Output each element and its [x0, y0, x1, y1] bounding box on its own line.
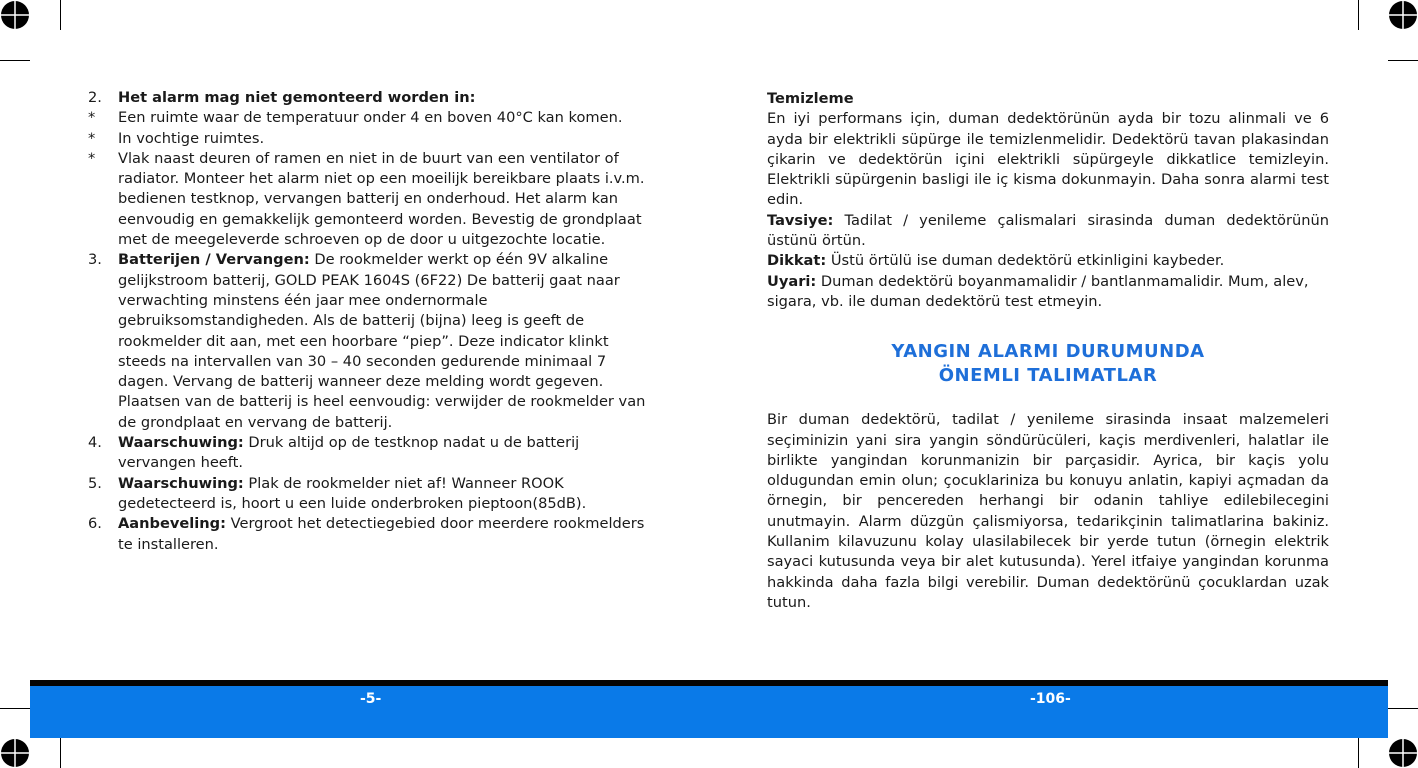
section-title: Batterijen / Vervangen:: [118, 251, 310, 269]
heading-line-1: YANGIN ALARMI DURUMUNDA: [891, 341, 1205, 363]
section-text: Druk altijd op de testknop nadat u de batterij vervangen heeft.: [118, 434, 580, 472]
crop-mark: [60, 738, 61, 768]
cleaning-text: En iyi performans için, duman dedektörünün ayda bir tozu alinmali ve 6 ayda bir elektrikli süpürge ile temizlenmelidir. Dedektörü tavan plakasindan çikarin ve dedektörün içini elektrikli süpürgeyle dikkatlice temizleyin. Elektrikli süpürgenin basligi ile iç kisma dokunmayin. Daha sonra alarmi test edin.: [767, 110, 1329, 209]
bullet-marker: *: [88, 149, 96, 167]
section-title: Waarschuwing:: [118, 474, 244, 492]
bullet-item: [88, 108, 648, 128]
section-title: Waarschuwing:: [118, 434, 244, 452]
bullet-item: [88, 149, 648, 250]
section-text: De rookmelder werkt op één 9V alkaline gelijkstroom batterij, GOLD PEAK 1604S (6F22) De batterij gaat naar verwachting minstens één jaar mee ondernormale gebruiksomstandigheden. Als de batterij (bijna) leeg is geeft de rookmelder dit aan, met een hoorbare “piep”. Deze indicator klinkt steeds na intervallen van 30 – 40 seconden gedurende minimaal 7 dagen. Vervang de batterij wanneer deze melding wordt gegeven. Plaatsen van de batterij is heel eenvoudig: verwijder de rookmelder van de grondplaat en vervang de batterij.: [118, 251, 646, 431]
crop-mark: [1388, 708, 1418, 709]
warning-text: Duman dedektörü boyanmamalidir / bantlanmamalidir. Mum, alev, sigara, vb. ile duman dedektörü test etmeyin.: [767, 272, 1309, 310]
bullet-text: Vlak naast deuren of ramen en niet in de buurt van een ventilator of radiator. Monteer het alarm niet op een moeilijk bereikbare plaats i.v.m. bedienen testknop, vervangen batterij en onderhoud. Het alarm kan eenvoudig en gemakkelijk gemonteerd worden. Bevestig de grondplaat met de meegeleverde schroeven op de door u uitgezochte locatie.: [118, 149, 645, 249]
section-number: 6.: [88, 515, 102, 533]
footer-band: [30, 680, 1388, 738]
cleaning-title: Temizleme: [767, 90, 854, 107]
bullet-text: Een ruimte waar de temperatuur onder 4 en boven 40°C kan komen.: [118, 109, 623, 127]
right-page-content: [767, 89, 1329, 613]
section-number: 4.: [88, 434, 102, 452]
bullet-marker: *: [88, 129, 96, 147]
crop-mark: [1358, 0, 1359, 30]
section-heading: [767, 340, 1329, 388]
section-5: [88, 474, 648, 515]
bullet-marker: *: [88, 109, 96, 127]
left-page-number: -5-: [360, 691, 382, 707]
crop-mark: [1388, 60, 1418, 61]
section-text: Plak de rookmelder niet af! Wanneer ROOK gedetecteerd is, hoort u een luide onderbroken pieptoon(85dB).: [118, 474, 587, 512]
warning-paragraph: [767, 272, 1329, 313]
section-3: [88, 250, 648, 433]
right-page-number: -106-: [1030, 691, 1071, 707]
registration-mark-icon: [0, 0, 30, 30]
section-number: 3.: [88, 251, 102, 269]
crop-mark: [60, 0, 61, 30]
registration-mark-icon: [0, 738, 30, 768]
tip-text: Tadilat / yenileme çalismalari sirasinda duman dedektörünün üstünü örtün.: [767, 211, 1329, 250]
bullet-text: In vochtige ruimtes.: [118, 129, 265, 147]
instructions-text: Bir duman dedektörü, tadilat / yenileme sirasinda insaat malzemeleri seçiminizin yani sira yangin söndürücüleri, kaçis merdivenleri, halatlar ile birlikte yangindan korunmanizin bir parçasidir. Ayrica, bir kaçis yolu oldugundan emin olun; çocuklariniza bu konuyu anlatin, kapiyi açmadan da örnegin, bir pencereden herhangi bir odanin tahliye edilebilecegini unutmayin. Alarm düzgün çalismiyorsa, tedarikçinin talimatlarina bakiniz. Kullanim kilavuzunu kolay ulasilabilecek bir yerde tutun (örnegin elektrik sayaci kutusunda veya bir alet kutusunda). Yerel itfaiye yangindan korunma hakkinda daha fazla bilgi verebilir. Duman dedektörünü çocuklardan uzak tutun.: [767, 411, 1329, 611]
section-text: Vergroot het detectiegebied door meerdere rookmelders te installeren.: [118, 515, 645, 553]
bullet-item: [88, 129, 648, 149]
crop-mark: [0, 708, 30, 709]
caution-label: Dikkat:: [767, 252, 827, 270]
section-number: 2.: [88, 89, 102, 106]
tip-paragraph: [767, 211, 1329, 252]
caution-text: Üstü örtülü ise duman dedektörü etkinligini kaybeder.: [830, 252, 1225, 270]
section-4: [88, 433, 648, 474]
registration-mark-icon: [1388, 0, 1418, 30]
crop-mark: [0, 60, 30, 61]
heading-line-2: ÖNEMLI TALIMATLAR: [938, 365, 1158, 387]
tip-label: Tavsiye:: [767, 211, 834, 229]
section-2: [88, 88, 648, 108]
section-6: [88, 514, 648, 555]
section-number: 5.: [88, 474, 102, 492]
left-page-content: [88, 88, 648, 555]
caution-paragraph: [767, 251, 1329, 271]
registration-mark-icon: [1388, 738, 1418, 768]
section-title: Het alarm mag niet gemonteerd worden in:: [118, 89, 476, 106]
section-title: Aanbeveling:: [118, 515, 226, 533]
warning-label: Uyari:: [767, 272, 817, 290]
crop-mark: [1358, 738, 1359, 768]
